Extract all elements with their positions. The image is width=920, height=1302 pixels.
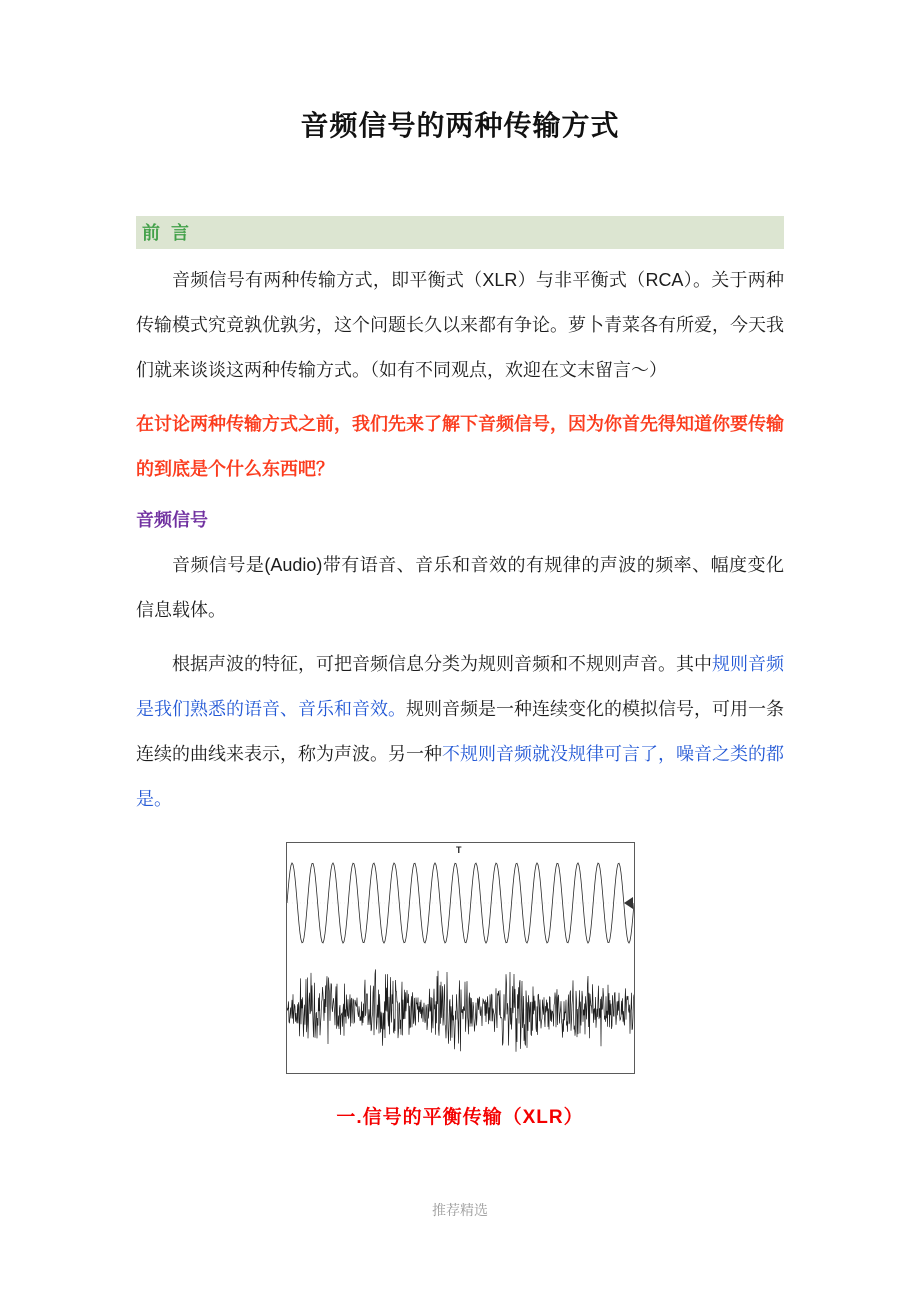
paragraph-emphasis: 在讨论两种传输方式之前，我们先来了解下音频信号，因为你首先得知道你要传输的到底是个什么东西吧？ xyxy=(136,414,784,479)
paragraph-definition: 音频信号是(Audio)带有语音、音乐和音效的有规律的声波的频率、幅度变化信息载体。 xyxy=(136,555,784,620)
paragraph-classification xyxy=(136,642,784,822)
oscilloscope-waveforms-image xyxy=(287,843,634,1073)
preface-heading-label: 前 言 xyxy=(142,223,193,243)
document-content xyxy=(136,216,784,1129)
classification-run-blue-2: 不规则音频就没规律可言了，噪音之类的都是。 xyxy=(136,744,784,809)
oscilloscope-figure xyxy=(286,842,635,1074)
classification-run-normal-1: 根据声波的特征，可把音频信息分类为规则音频和不规则声音。其中 xyxy=(172,654,712,674)
page-footer: 推荐精选 xyxy=(432,1204,488,1219)
classification-run-normal-2: 规则音频是一种连续变化的模拟信号，可用一条连续的曲线来表示，称为声波。另一种 xyxy=(136,699,784,764)
classification-run-blue-1: 规则音频是我们熟悉的语音、音乐和音效。 xyxy=(136,654,784,719)
trigger-marker: T xyxy=(455,845,461,855)
xlr-section-heading: 一.信号的平衡传输（XLR） xyxy=(336,1107,584,1128)
audio-signal-heading: 音频信号 xyxy=(136,510,208,530)
preface-heading-bar xyxy=(136,216,784,249)
paragraph-intro: 音频信号有两种传输方式，即平衡式（XLR）与非平衡式（RCA）。关于两种传输模式究竟孰优孰劣，这个问题长久以来都有争论。萝卜青菜各有所爱，今天我们就来谈谈这两种传输方式。（如有不同观点，欢迎在文末留言～） xyxy=(136,270,784,380)
page-title: 音频信号的两种传输方式 xyxy=(300,110,620,141)
